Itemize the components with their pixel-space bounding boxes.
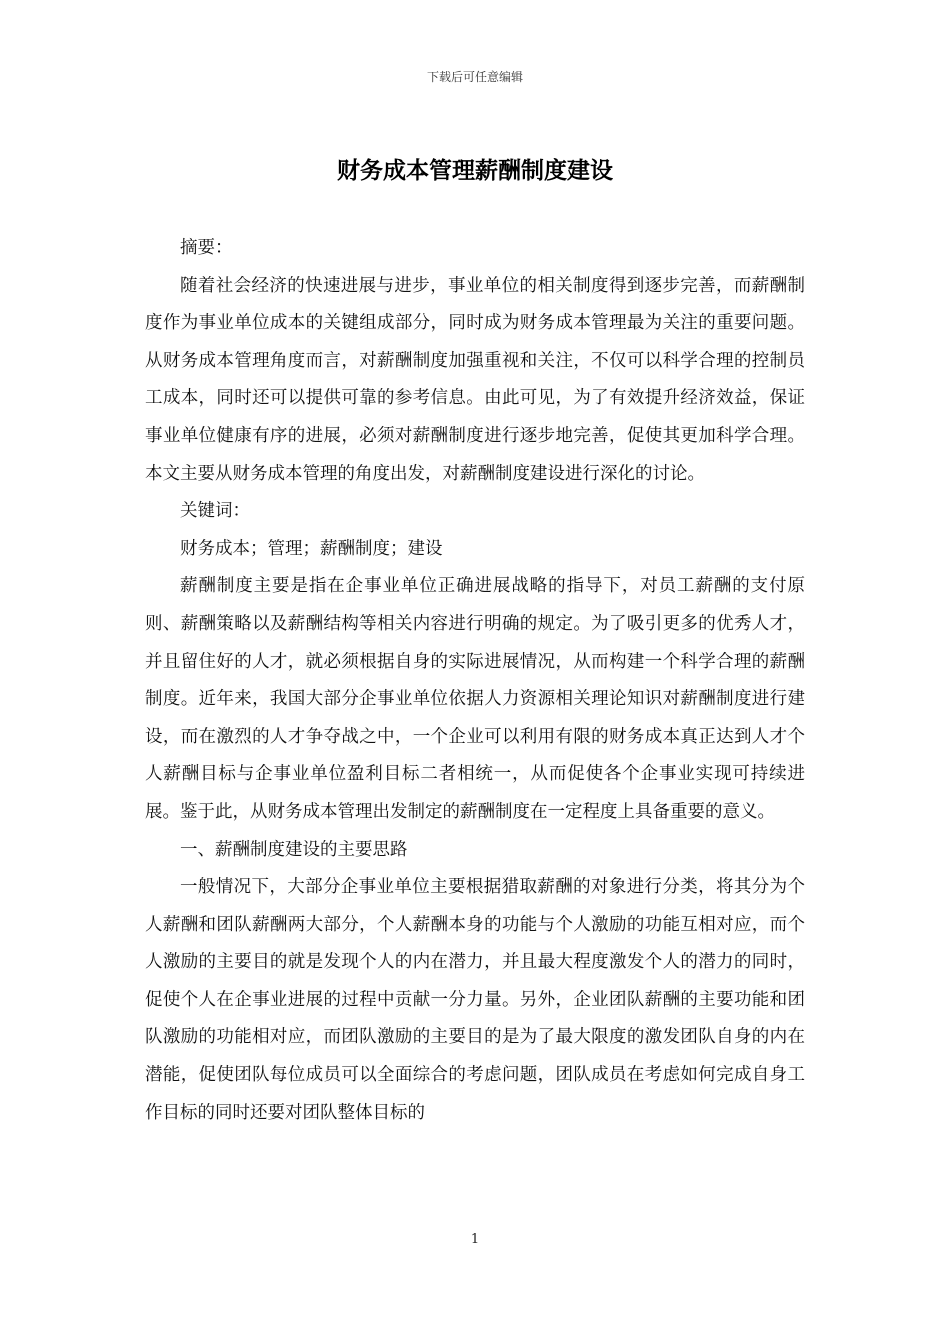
document-title: 财务成本管理薪酬制度建设 (337, 158, 613, 184)
document-body (145, 230, 805, 1132)
intro-paragraph: 薪酬制度主要是指在企事业单位正确进展战略的指导下，对员工薪酬的支付原则、薪酬策略以及薪酬结构等相关内容进行明确的规定。为了吸引更多的优秀人才，并且留住好的人才，就必须根据自身的实际进展情况，从而构建一个科学合理的薪酬制度。近年来，我国大部分企事业单位依据人力资源相关理论知识对薪酬制度进行建设，而在激烈的人才争夺战之中，一个企业可以利用有限的财务成本真正达到人才个人薪酬目标与企事业单位盈利目标二者相统一，从而促使各个企事业实现可持续进展。鉴于此，从财务成本管理出发制定的薪酬制度在一定程度上具备重要的意义。 (145, 576, 805, 822)
page-header-note: 下载后可任意编辑 (426, 70, 523, 84)
abstract-paragraph: 随着社会经济的快速进展与进步，事业单位的相关制度得到逐步完善，而薪酬制度作为事业单位成本的关键组成部分，同时成为财务成本管理最为关注的重要问题。从财务成本管理角度而言，对薪酬制度加强重视和关注，不仅可以科学合理的控制员工成本，同时还可以提供可靠的参考信息。由此可见，为了有效提升经济效益，保证事业单位健康有序的进展，必须对薪酬制度进行逐步地完善，促使其更加科学合理。本文主要从财务成本管理的角度出发，对薪酬制度建设进行深化的讨论。 (145, 275, 805, 484)
keywords-heading: 关键词： (180, 501, 250, 522)
keywords-list: 财务成本；管理；薪酬制度；建设 (180, 538, 443, 559)
section-1-paragraph: 一般情况下，大部分企事业单位主要根据猎取薪酬的对象进行分类，将其分为个人薪酬和团队薪酬两大部分，个人薪酬本身的功能与个人激励的功能互相对应，而个人激励的主要目的就是发现个人的内在潜力，并且最大程度激发个人的潜力的同时，促使个人在企事业进展的过程中贡献一分力量。另外，企业团队薪酬的主要功能和团队激励的功能相对应，而团队激励的主要目的是为了最大限度的激发团队自身的内在潜能，促使团队每位成员可以全面综合的考虑问题，团队成员在考虑如何完成自身工作目标的同时还要对团队整体目标的 (145, 877, 805, 1123)
section-heading-1: 一、薪酬制度建设的主要思路 (180, 839, 408, 860)
abstract-heading: 摘要： (180, 238, 233, 258)
page-number: 1 (470, 1232, 480, 1247)
